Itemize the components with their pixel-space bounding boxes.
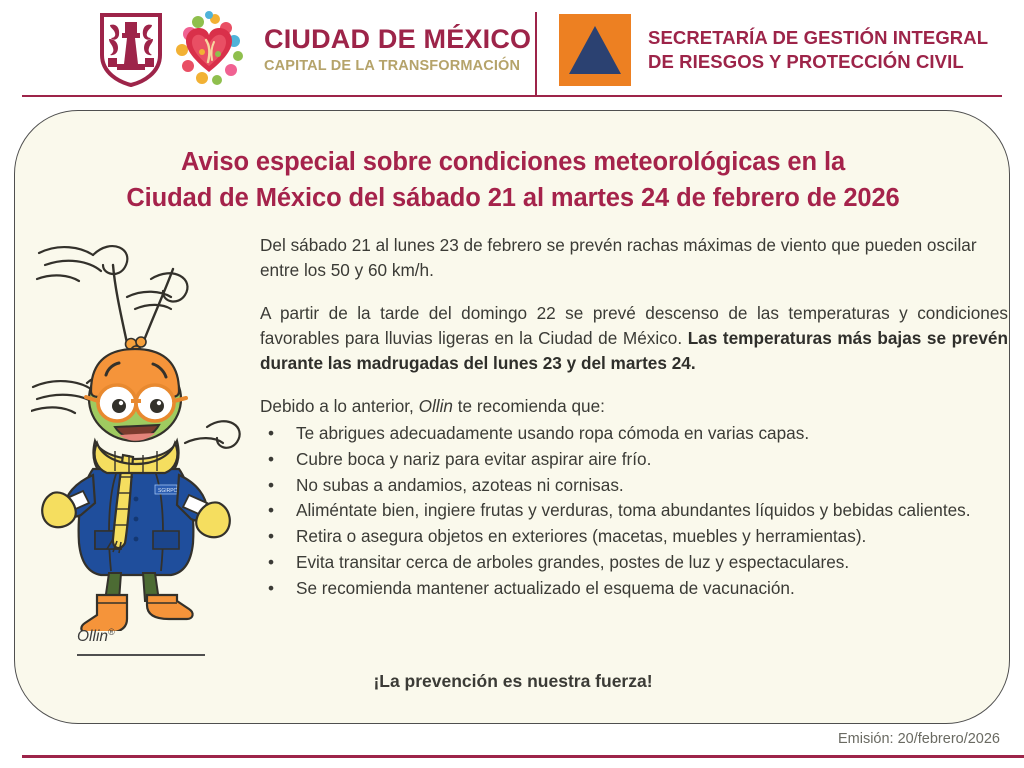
- notice-body: [260, 233, 1008, 602]
- sgirpc-brand: [559, 14, 988, 86]
- mascot-name-label: [31, 627, 247, 646]
- cdmx-title: CIUDAD DE MÉXICO: [264, 24, 532, 54]
- ollin-cricket-mascot-icon: [31, 231, 247, 631]
- footer-rule: [22, 755, 1024, 758]
- list-item: [260, 447, 1008, 472]
- list-item-text: Te abrigues adecuadamente usando ropa cómoda en varias capas.: [296, 422, 810, 443]
- page-title: [15, 144, 1010, 216]
- notice-title-line-1: Aviso especial sobre condiciones meteorológicas en la: [180, 148, 846, 176]
- slogan: ¡La prevención es nuestra fuerza!: [373, 671, 653, 691]
- recommendations-lead: [260, 394, 1008, 419]
- cdmx-coat-of-arms-icon: [100, 13, 162, 87]
- bullet-glyph: •: [268, 578, 275, 599]
- list-item-text: Retira o asegura objetos en exteriores (macetas, muebles y herramientas).: [296, 526, 867, 547]
- bullet-glyph: •: [268, 552, 275, 573]
- floral-heart-icon: [168, 10, 250, 90]
- mascot-column: [31, 231, 247, 656]
- lead-mascot-name: Ollin: [418, 395, 453, 416]
- paragraph-2: [260, 301, 1008, 376]
- lead-after: te recomienda que:: [453, 395, 605, 416]
- list-item-text: No subas a andamios, azoteas ni cornisas.: [296, 474, 624, 495]
- header-vertical-divider: [535, 12, 537, 95]
- cdmx-subtitle: CAPITAL DE LA TRANSFORMACIÓN: [264, 58, 521, 74]
- list-item: [260, 524, 1008, 549]
- list-item: [260, 473, 1008, 498]
- cdmx-wordmark: [264, 26, 531, 74]
- notice-title-line-2: Ciudad de México del sábado 21 al martes 24 de febrero de 2026: [126, 184, 900, 213]
- list-item-text: Aliméntate bien, ingiere frutas y verduras, toma abundantes líquidos y bebidas calientes.: [296, 500, 971, 521]
- mascot-name: Ollin: [77, 628, 109, 646]
- list-item-text: Se recomienda mantener actualizado el esquema de vacunación.: [296, 578, 795, 599]
- list-item: [260, 576, 1008, 601]
- bullet-glyph: •: [268, 448, 275, 469]
- list-item-text: Evita transitar cerca de arboles grandes, postes de luz y espectaculares.: [296, 552, 850, 573]
- bullet-glyph: •: [268, 422, 275, 443]
- cdmx-brand: [100, 8, 531, 92]
- mascot-underline: [77, 654, 205, 656]
- sgirpc-line-2: DE RIESGOS Y PROTECCIÓN CIVIL: [648, 51, 964, 72]
- paragraph-1: Del sábado 21 al lunes 23 de febrero se prevén rachas máximas de viento que pueden oscilar entre los 50 y 60 km/h.: [260, 235, 977, 280]
- civil-protection-triangle-icon: [559, 14, 631, 86]
- sgirpc-wordmark: [648, 26, 988, 73]
- paragraph-2-bold: Las temperaturas más bajas se prevén durante las madrugadas del lunes 23 y del martes 24.: [260, 327, 1008, 373]
- lead-before: Debido a lo anterior,: [260, 395, 419, 416]
- list-item: [260, 498, 1008, 523]
- emission-date: Emisión: 20/febrero/2026: [837, 731, 1000, 747]
- bullet-glyph: •: [268, 526, 275, 547]
- recommendations-list: [260, 421, 1008, 602]
- svg-text:SGIRPC: SGIRPC: [158, 488, 178, 494]
- list-item-text: Cubre boca y nariz para evitar aspirar aire frío.: [296, 448, 652, 469]
- list-item: [260, 421, 1008, 446]
- list-item: [260, 550, 1008, 575]
- header-rule: [22, 95, 1002, 97]
- bullet-glyph: •: [268, 474, 275, 495]
- mascot-trademark: ®: [108, 627, 115, 637]
- bullet-glyph: •: [268, 500, 275, 521]
- paragraph-2-plain: A partir de la tarde del domingo 22 se prevé descenso de las temperaturas y condiciones favorables para lluvias ligeras en la Ciudad de México.: [260, 302, 1008, 348]
- page-header: [0, 0, 1024, 100]
- notice-card: [14, 110, 1010, 724]
- sgirpc-line-1: SECRETARÍA DE GESTIÓN INTEGRAL: [648, 27, 989, 49]
